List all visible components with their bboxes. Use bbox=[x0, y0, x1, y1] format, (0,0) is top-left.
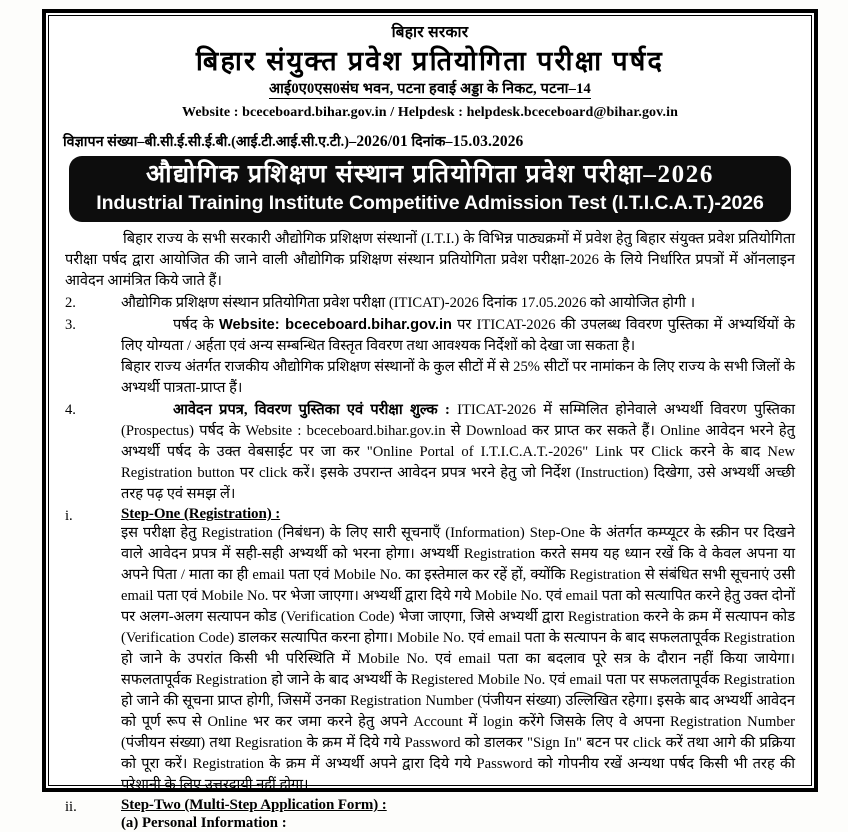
advertisement-number: 2026/01 bbox=[356, 133, 408, 151]
board-address bbox=[61, 78, 799, 98]
personal-information-subheading: (a) Personal Information : bbox=[121, 815, 287, 832]
list-marker-2: 2. bbox=[65, 295, 76, 312]
board-name-title: बिहार संयुक्त प्रवेश प्रतियोगिता परीक्षा पर्षद bbox=[195, 45, 665, 76]
exam-title-hindi: औद्योगिक प्रशिक्षण संस्थान प्रतियोगिता प्रवेश परीक्षा–2026 bbox=[146, 161, 714, 189]
step-item-i bbox=[65, 506, 795, 796]
list-item-2-text: औद्योगिक प्रशिक्षण संस्थान प्रतियोगिता प्रवेश परीक्षा (ITICAT)-2026 दिनांक 17.05.2026 को आयोजित होगी । bbox=[121, 295, 696, 312]
step-marker-i: i. bbox=[65, 508, 73, 525]
list-item-4-text bbox=[121, 400, 795, 505]
website-helpdesk-line: Website : bceceboard.bihar.gov.in / Helpdesk : helpdesk.bceceboard@bihar.gov.in bbox=[182, 105, 678, 121]
step-one-text: इस परीक्षा हेतु Registration (निबंधन) के लिए सारी सूचनाएँ (Information) Step-One के अंतर्गत कम्प्यूटर के स्क्रीन पर दिखने वाले आवेदन प्रपत्र में सही-सही अभ्यर्थी को भरना होगा। अभ्यर्थी Registration करते समय यह ध्यान रखें कि वे केवल अपना या अपने पिता / माता का ही email पता एवं Mobile No. का इस्तेमाल कर रहें हों, क्योंकि Registration से संबंधित सभी सूचनाएं उसी email पता एवं Mobile No. पर भेजा जाएगा। अभ्यर्थी द्वारा दिये गये Mobile No. एवं email पता को सत्यापित करने हेतु उक्त दोनों पर अलग-अलग सत्यापन कोड (Verification Code) भेजा जाएगा, जिसे अभ्यर्थी द्वारा Registration करने के क्रम में सत्यापन कोड (Verification Code) डालकर सत्यापित करना होगा। Mobile No. एवं email पता के सत्यापन के बाद सफलतापूर्वक Registration हो जाने के उपरांत किसी भी परिस्थिति में Mobile No. एवं email पता का बदलाव पूरे सत्र के दौरान नहीं किया जायेगा। सफलतापूर्वक Registration हो जाने के बाद अभ्यर्थी के Registered Mobile No. एवं email पता पर सफलतापूर्वक Registration हो जाने की सूचना प्राप्त होगी, जिसमें उनका Registration Number (पंजीयन संख्या) उल्लिखित रहेगा। इसके बाद अभ्यर्थी आवेदन को पूर्ण रूप से Online भर कर जमा करने हेतु अपने Account में login करेंगे जिसके लिए वे अपना Registration Number (पंजीयन संख्या) तथा Regisration के क्रम में दिये गये Password को डालकर "Sign In" बटन पर click करें तथा आगे की प्रक्रिया को पूरा करें। Registration के क्रम में अभ्यर्थी अपने द्वारा दिये गये Password को गोपनीय रखें अन्यथा पर्षद किसी भी तरह की परेशानी के लिए उत्तरदायी नहीं होगा। bbox=[121, 525, 795, 794]
notice-inner-frame bbox=[48, 15, 812, 832]
list-item-4 bbox=[65, 400, 795, 505]
notice-page bbox=[42, 9, 818, 832]
list-item-4-body: ITICAT-2026 में सम्मिलित होनेवाले अभ्यर्थी विवरण पुस्तिका (Prospectus) पर्षद के Website : bceceboard.bihar.gov.in से Download कर प्राप्त कर सकते हैं। Online आवेदन भरने हेतु अभ्यर्थी पर्षद के उक्त वेबसाईट पर जा कर "Online Portal of I.T.I.C.A.T.-2026" Link पर Click करने के बाद New Registration button पर click करें। इसके उपरान्त आवेदन प्रपत्र भरने हेतु जो निर्देश (Instruction) दिखेगा, उसे अभ्यर्थी अच्छी तरह पढ़ एवं समझ लें। bbox=[121, 402, 795, 503]
list-marker-4: 4. bbox=[65, 402, 76, 419]
list-item-3-prefix: पर्षद के bbox=[173, 317, 220, 334]
exam-title-banner bbox=[69, 156, 791, 222]
step-one-heading: Step-One (Registration) : bbox=[121, 506, 281, 523]
advertisement-date-label: दिनांक– bbox=[411, 134, 453, 151]
step-item-ii bbox=[65, 797, 795, 832]
advertisement-number-line bbox=[63, 132, 799, 151]
document-header bbox=[61, 24, 799, 121]
board-address-text: आई0ए0एस0संघ भवन, पटना हवाई अड्डा के निकट, पटना–14 bbox=[269, 81, 591, 98]
list-marker-3: 3. bbox=[65, 317, 76, 334]
list-item-4-heading: आवेदन प्रपत्र, विवरण पुस्तिका एवं परीक्षा शुल्क : bbox=[173, 402, 450, 419]
step-two-heading: Step-Two (Multi-Step Application Form) : bbox=[121, 797, 387, 814]
advertisement-date: 15.03.2026 bbox=[452, 133, 524, 151]
website-link-label[interactable]: Website: bceceboard.bihar.gov.in bbox=[219, 317, 452, 334]
exam-title-english: Industrial Training Institute Competitive Admission Test (I.T.I.C.A.T.)-2026 bbox=[96, 191, 764, 214]
step-marker-ii: ii. bbox=[65, 799, 77, 816]
advertisement-prefix: विज्ञापन संख्या–बी.सी.ई.सी.ई.बी.(आई.टी.आई.सी.ए.टी.)– bbox=[63, 134, 357, 151]
list-item-3 bbox=[65, 315, 795, 399]
intro-paragraph: बिहार राज्य के सभी सरकारी औद्योगिक प्रशिक्षण संस्थानों (I.T.I.) के विभिन्न पाठ्यक्रमों में प्रवेश हेतु बिहार संयुक्त प्रवेश प्रतियोगिता परीक्षा पर्षद द्वारा आयोजित की जाने वाली औद्योगिक प्रशिक्षण संस्थान प्रतियोगिता प्रवेश परीक्षा-2026 के लिये निर्धारित प्रपत्रों में ऑनलाइन आवेदन आमंत्रित किये जाते हैं। bbox=[65, 231, 795, 290]
notice-body bbox=[61, 229, 799, 832]
list-item-3-note: बिहार राज्य अंतर्गत राजकीय औद्योगिक प्रशिक्षण संस्थानों के कुल सीटों में से 25% सीटों पर नामांकन के लिए राज्य के सभी जिलों के अभ्यर्थी पात्रता-प्राप्त हैं। bbox=[121, 359, 795, 397]
list-item-3-suffix: पर ITICAT-2026 की उपलब्ध विवरण पुस्तिका में अभ्यर्थियों के लिए योग्यता / अर्हता एवं अन्य सम्बन्धित विस्तृत विवरण तथा आवश्यक निर्देशों को देखा जा सकता है। bbox=[121, 317, 795, 355]
list-item-3-text bbox=[121, 315, 795, 357]
list-item-2 bbox=[65, 293, 795, 314]
government-line: बिहार सरकार bbox=[391, 24, 469, 41]
